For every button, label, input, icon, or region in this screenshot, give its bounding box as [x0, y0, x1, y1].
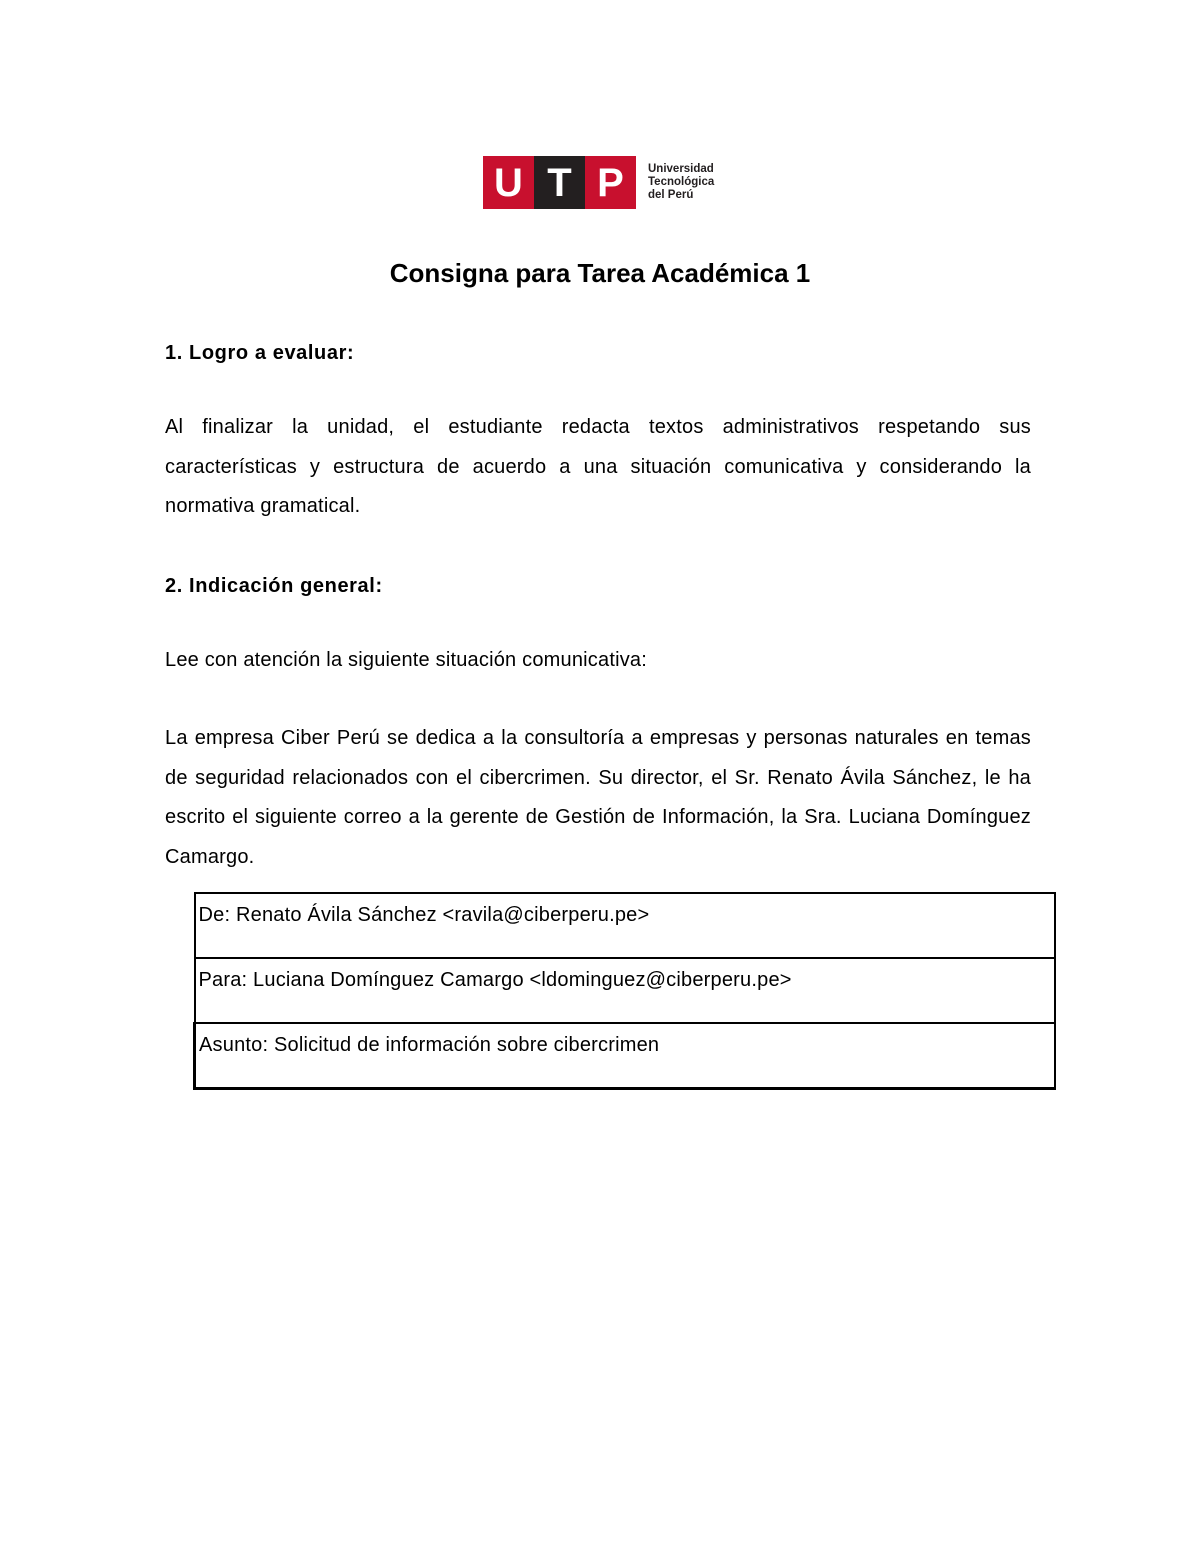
section-1-heading: 1. Logro a evaluar: [165, 342, 355, 364]
logo-university-name [648, 156, 714, 209]
email-to-row [195, 958, 1056, 1023]
email-from: De: Renato Ávila Sánchez <ravila@ciberperu.pe> [195, 893, 1056, 958]
logo-name-line-2: Tecnológica [648, 176, 715, 188]
section-1-body: Al finalizar la unidad, el estudiante redacta textos administrativos respetando sus características y estructura de acuerdo a una situación comunicativa y considerando la normativa gramatical. [165, 416, 1031, 517]
logo-letter-u: U [483, 156, 534, 209]
logo-letter-t: T [534, 156, 585, 209]
email-subject: Asunto: Solicitud de información sobre cibercrimen [195, 1023, 1056, 1089]
email-subject-row [195, 1023, 1056, 1089]
email-header-table [193, 892, 1056, 1090]
email-from-row [195, 893, 1056, 958]
document-title: Consigna para Tarea Académica 1 [389, 258, 811, 288]
utp-logo [483, 156, 714, 209]
section-2-intro: Lee con atención la siguiente situación comunicativa: [165, 649, 648, 671]
logo-name-line-1: Universidad [648, 163, 714, 175]
section-2-body: La empresa Ciber Perú se dedica a la consultoría a empresas y personas naturales en temas de seguridad relacionados con el cibercrimen. Su director, el Sr. Renato Ávila Sánchez, le ha escrito el siguiente correo a la gerente de Gestión de Información, la Sra. Luciana Domínguez Camargo. [165, 727, 1031, 868]
email-to: Para: Luciana Domínguez Camargo <ldominguez@ciberperu.pe> [195, 958, 1056, 1023]
logo-letter-p: P [585, 156, 636, 209]
logo-name-line-3: del Perú [648, 189, 694, 201]
section-2-heading: 2. Indicación general: [165, 575, 383, 597]
